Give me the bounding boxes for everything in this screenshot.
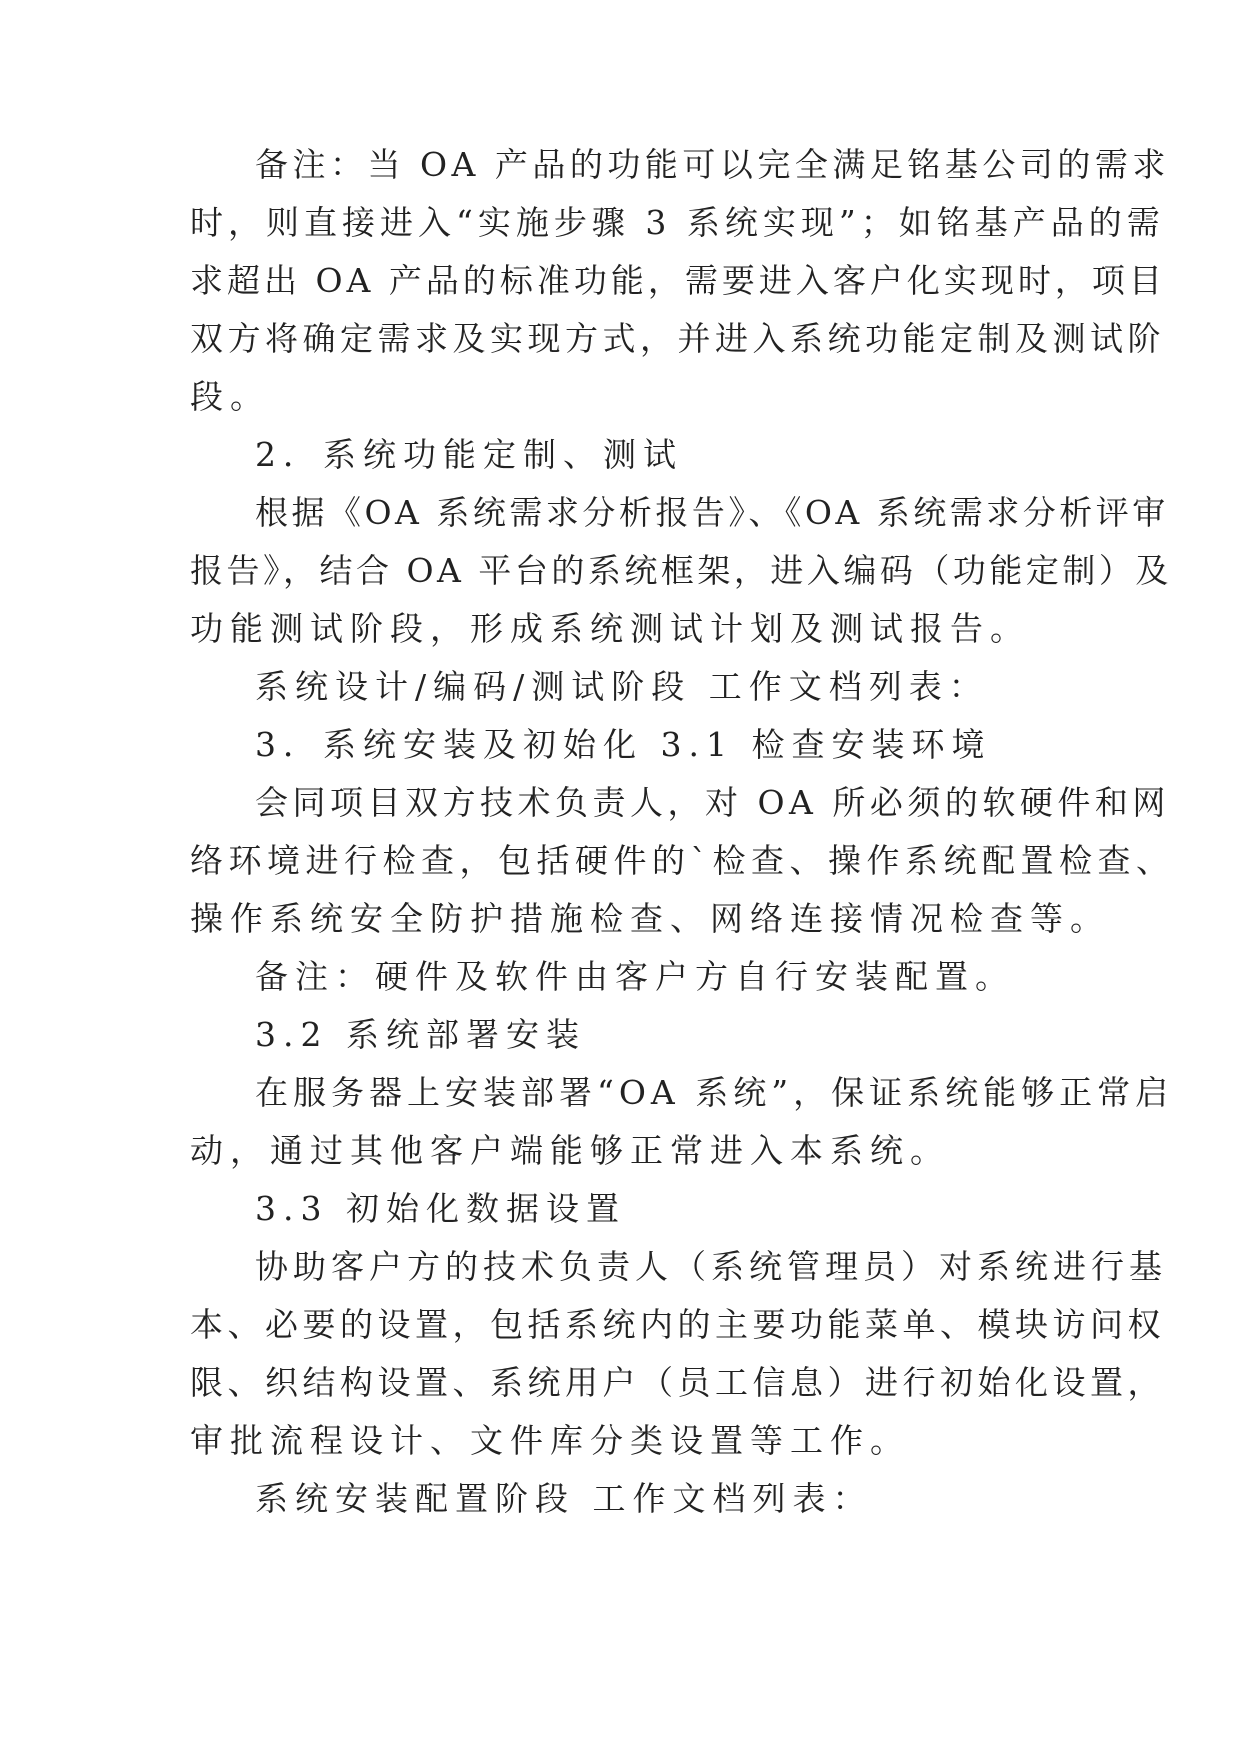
text-line: 会同项目双方技术负责人，对 OA 所必须的软硬件和网 xyxy=(255,783,1170,822)
text-line: 备注：当 OA 产品的功能可以完全满足铭基公司的需求 xyxy=(255,145,1170,184)
text-line: 报告》，结合 OA 平台的系统框架，进入编码（功能定制）及 xyxy=(190,551,1172,590)
section-heading: 3.2 系统部署安装 xyxy=(255,1015,586,1054)
text-line: 段。 xyxy=(190,377,270,416)
text-line: 系统安装配置阶段 工作文档列表： xyxy=(255,1479,873,1518)
section-heading: 2．系统功能定制、测试 xyxy=(255,435,683,474)
text-line: 审批流程设计、文件库分类设置等工作。 xyxy=(190,1421,910,1460)
text-line: 根据《OA 系统需求分析报告》、《OA 系统需求分析评审 xyxy=(255,493,1169,532)
text-line: 限、织结构设置、系统用户（员工信息）进行初始化设置， xyxy=(190,1363,1165,1402)
text-line: 时，则直接进入“实施步骤 3 系统实现”；如铭基产品的需 xyxy=(190,203,1165,242)
text-line: 动，通过其他客户端能够正常进入本系统。 xyxy=(190,1131,950,1170)
text-line: 备注：硬件及软件由客户方自行安装配置。 xyxy=(255,957,1015,996)
text-line: 双方将确定需求及实现方式，并进入系统功能定制及测试阶 xyxy=(190,319,1165,358)
text-line: 本、必要的设置，包括系统内的主要功能菜单、模块访问权 xyxy=(190,1305,1165,1344)
section-heading: 3.3 初始化数据设置 xyxy=(255,1189,626,1228)
text-line: 络环境进行检查，包括硬件的`检查、操作系统配置检查、 xyxy=(190,841,1175,880)
text-line: 操作系统安全防护措施检查、网络连接情况检查等。 xyxy=(190,899,1110,938)
text-line: 在服务器上安装部署“OA 系统”，保证系统能够正常启 xyxy=(255,1073,1174,1112)
text-line: 系统设计/编码/测试阶段 工作文档列表： xyxy=(255,667,989,706)
text-line: 功能测试阶段，形成系统测试计划及测试报告。 xyxy=(190,609,1030,648)
text-line: 协助客户方的技术负责人（系统管理员）对系统进行基 xyxy=(255,1247,1167,1286)
section-heading: 3．系统安装及初始化 3.1 检查安装环境 xyxy=(255,725,992,764)
text-line: 求超出 OA 产品的标准功能，需要进入客户化实现时，项目 xyxy=(190,261,1166,300)
